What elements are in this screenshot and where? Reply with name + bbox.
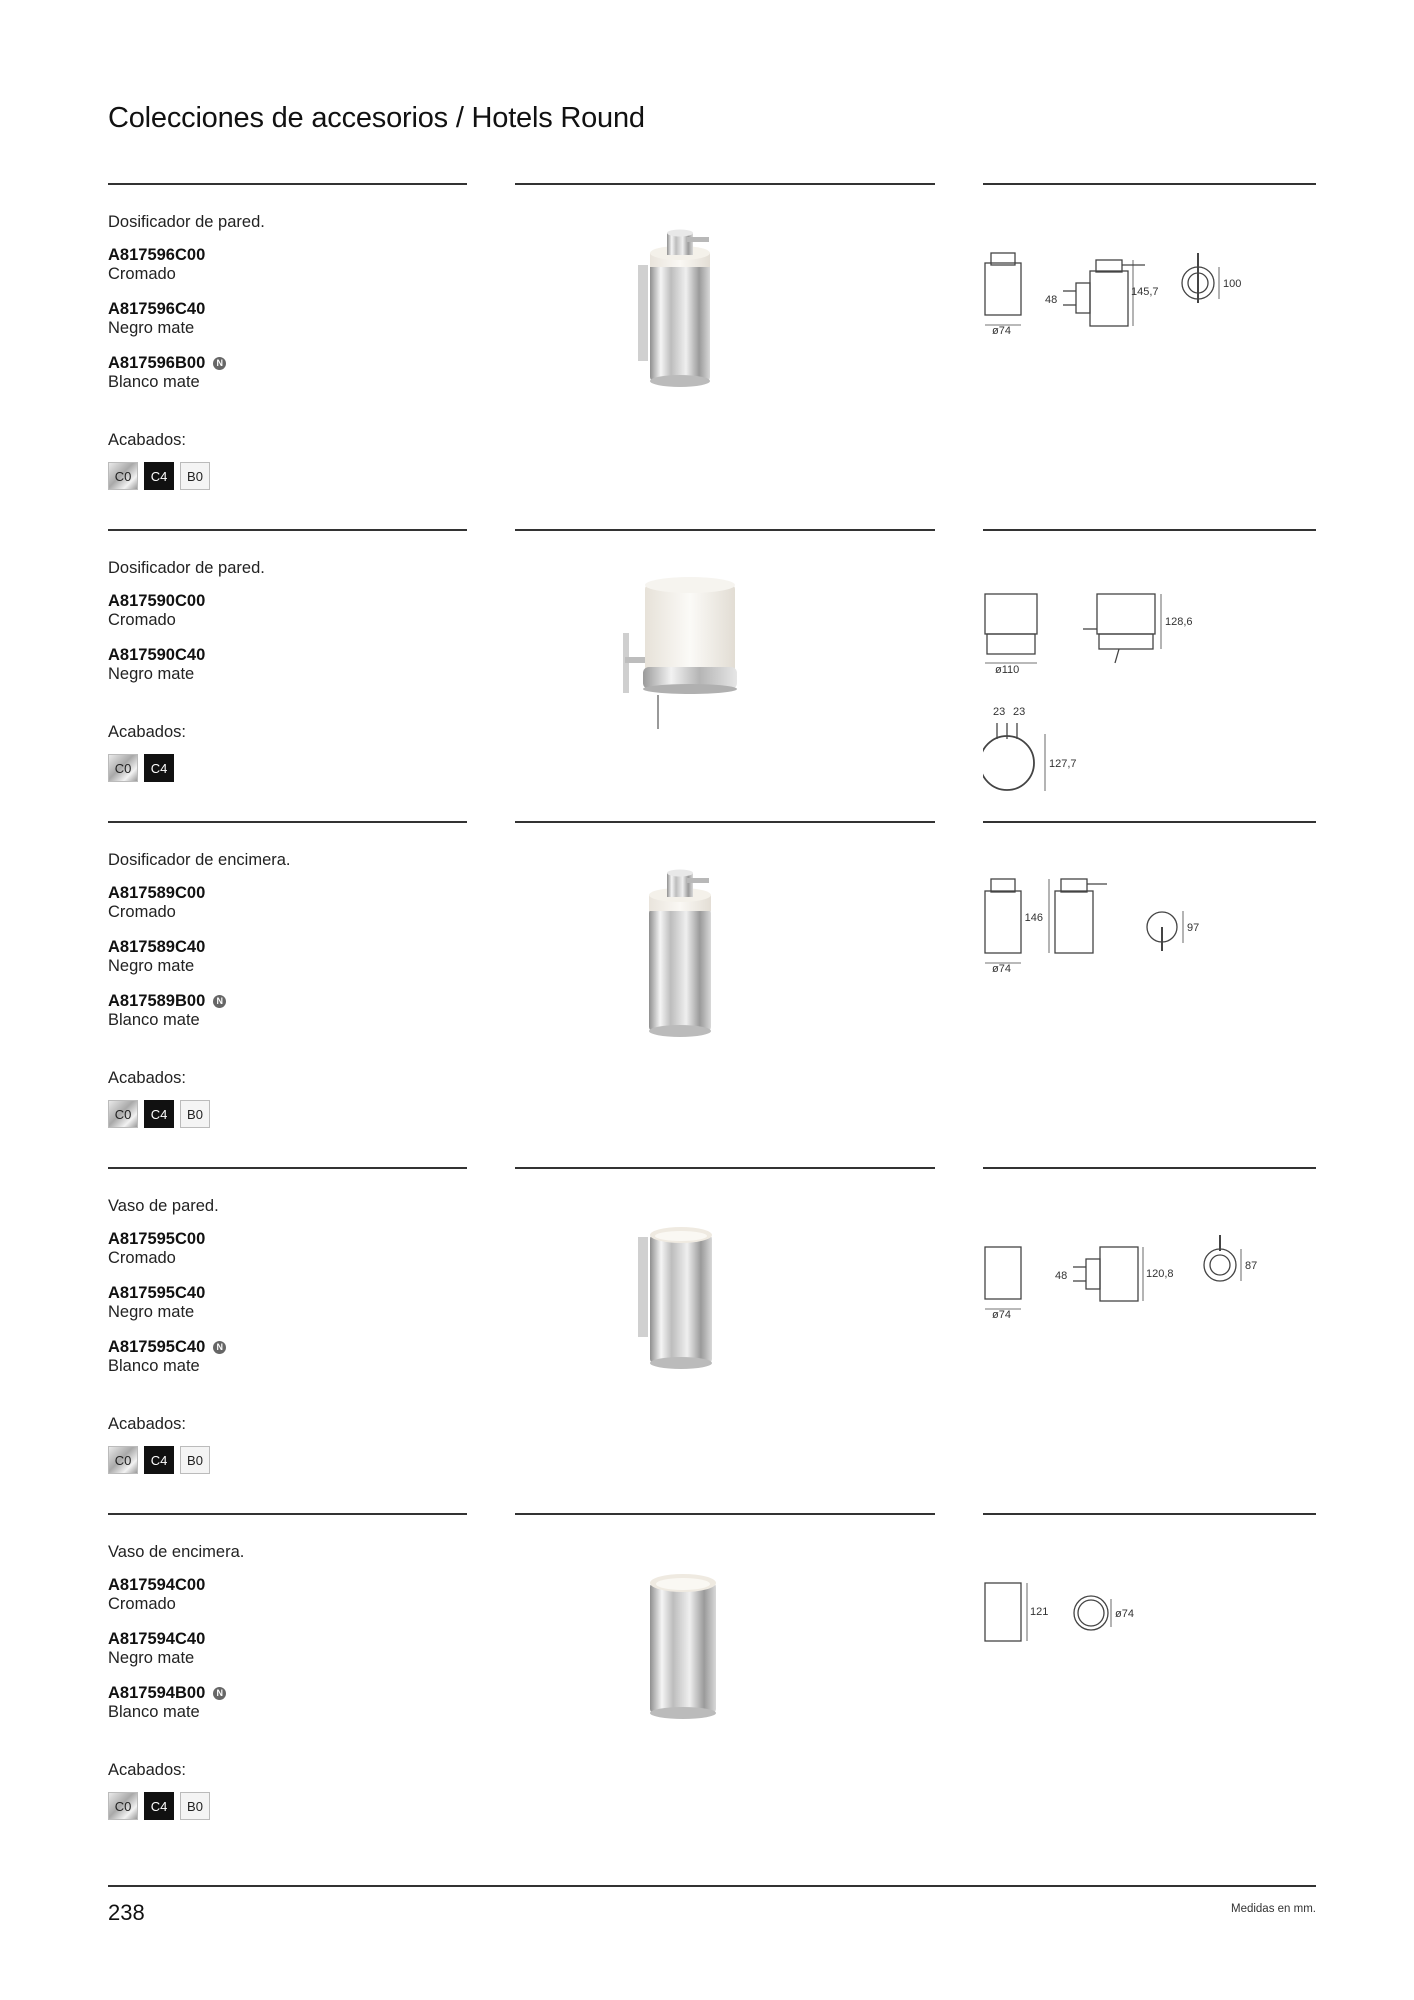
dim-label: ø74: [1115, 1608, 1134, 1620]
finish-name: Blanco mate: [108, 1703, 200, 1721]
black-swatch: C4: [144, 462, 174, 490]
technical-drawing: [983, 559, 1316, 809]
divider: [108, 1513, 467, 1515]
finish-name: Negro mate: [108, 957, 195, 975]
product-description: Dosificador de encimera.: [108, 851, 291, 869]
finish-name: Blanco mate: [108, 1357, 200, 1375]
divider: [515, 1167, 935, 1169]
finishes-label: Acabados:: [108, 1761, 186, 1779]
technical-drawing: [983, 213, 1316, 463]
code-text: A817589C40: [108, 937, 206, 956]
product-code: [108, 991, 448, 1011]
white-swatch: B0: [180, 1100, 210, 1128]
finish-name: Negro mate: [108, 1649, 195, 1667]
divider: [515, 821, 935, 823]
dim-label: 23: [1013, 706, 1026, 718]
code-text: A817595C40: [108, 1337, 206, 1356]
dim-label: 120,8: [1146, 1268, 1174, 1280]
footer-divider: [108, 1885, 1316, 1887]
code-text: A817596C00: [108, 245, 206, 264]
divider: [515, 529, 935, 531]
code-text: A817595C40: [108, 1283, 206, 1302]
dim-label: 145,7: [1131, 286, 1159, 298]
dim-label: 87: [1245, 1260, 1258, 1272]
product-photo: [515, 213, 935, 493]
product-section-3: [0, 821, 1414, 1167]
finish-name: Cromado: [108, 1249, 176, 1267]
black-swatch: C4: [144, 1446, 174, 1474]
finishes-label: Acabados:: [108, 431, 186, 449]
finish-name: Cromado: [108, 1595, 176, 1613]
finish-name: Blanco mate: [108, 373, 200, 391]
product-section-1: [0, 183, 1414, 529]
product-code: [108, 1283, 448, 1303]
finish-name: Cromado: [108, 265, 176, 283]
technical-drawing: [983, 1543, 1316, 1793]
product-description: Dosificador de pared.: [108, 559, 265, 577]
divider: [983, 183, 1316, 185]
divider: [108, 821, 467, 823]
chrome-swatch: C0: [108, 754, 138, 782]
product-section-5: [0, 1513, 1414, 1859]
code-text: A817594C00: [108, 1575, 206, 1594]
black-swatch: C4: [144, 1792, 174, 1820]
new-badge-icon: N: [213, 1341, 226, 1354]
dim-label: 48: [1055, 1270, 1068, 1282]
finish-swatches: [108, 1100, 210, 1128]
chrome-swatch: C0: [108, 1446, 138, 1474]
product-section-4: [0, 1167, 1414, 1513]
product-description: Vaso de encimera.: [108, 1543, 245, 1561]
finish-name: Negro mate: [108, 1303, 195, 1321]
units-note: Medidas en mm.: [1230, 1903, 1316, 1915]
dim-label: 23: [993, 706, 1006, 718]
divider: [983, 1513, 1316, 1515]
divider: [983, 821, 1316, 823]
divider: [108, 183, 467, 185]
divider: [108, 1167, 467, 1169]
product-info: [108, 559, 448, 699]
product-code: [108, 1575, 448, 1595]
dim-label: 48: [1045, 294, 1058, 306]
product-description: Dosificador de pared.: [108, 213, 265, 231]
product-info: [108, 1543, 448, 1737]
product-code: [108, 353, 448, 373]
code-text: A817589B00: [108, 991, 206, 1010]
finish-swatches: [108, 1446, 210, 1474]
dim-label: ø110: [995, 664, 1020, 676]
finishes-label: Acabados:: [108, 723, 186, 741]
code-text: A817594B00: [108, 1683, 206, 1702]
divider: [515, 1513, 935, 1515]
finish-name: Negro mate: [108, 319, 195, 337]
dim-label: ø74: [992, 325, 1011, 337]
product-info: [108, 851, 448, 1045]
finish-name: Cromado: [108, 611, 176, 629]
product-info: [108, 1197, 448, 1391]
product-info: [108, 213, 448, 407]
dim-label: 121: [1030, 1606, 1049, 1618]
product-code: [108, 299, 448, 319]
product-code: [108, 883, 448, 903]
code-text: A817590C00: [108, 591, 206, 610]
new-badge-icon: N: [213, 995, 226, 1008]
product-code: [108, 1337, 448, 1357]
dim-label: ø74: [992, 963, 1011, 975]
product-code: [108, 1629, 448, 1649]
finish-name: Negro mate: [108, 665, 195, 683]
product-code: [108, 1683, 448, 1703]
divider: [983, 529, 1316, 531]
product-code: [108, 937, 448, 957]
product-code: [108, 245, 448, 265]
white-swatch: B0: [180, 462, 210, 490]
divider: [108, 529, 467, 531]
product-photo: [515, 1543, 935, 1823]
chrome-swatch: C0: [108, 1792, 138, 1820]
divider: [515, 183, 935, 185]
dim-label: 100: [1223, 278, 1242, 290]
chrome-swatch: C0: [108, 1100, 138, 1128]
chrome-swatch: C0: [108, 462, 138, 490]
finishes-label: Acabados:: [108, 1069, 186, 1087]
page-number: 238: [108, 1900, 145, 1925]
code-text: A817590C40: [108, 645, 206, 664]
product-photo: [515, 851, 935, 1131]
product-photo: [515, 1197, 935, 1477]
code-text: A817589C00: [108, 883, 206, 902]
finish-name: Blanco mate: [108, 1011, 200, 1029]
finish-swatches: [108, 1792, 210, 1820]
technical-drawing: [983, 851, 1316, 1101]
new-badge-icon: N: [213, 357, 226, 370]
product-description: Vaso de pared.: [108, 1197, 219, 1215]
code-text: A817596C40: [108, 299, 206, 318]
finishes-label: Acabados:: [108, 1415, 186, 1433]
dim-label: 97: [1187, 922, 1200, 934]
dim-label: 146: [1024, 912, 1043, 924]
code-text: A817595C00: [108, 1229, 206, 1248]
code-text: A817594C40: [108, 1629, 206, 1648]
finish-swatches: [108, 754, 174, 782]
product-code: [108, 645, 448, 665]
technical-drawing: [983, 1197, 1316, 1447]
product-code: [108, 1229, 448, 1249]
white-swatch: B0: [180, 1792, 210, 1820]
product-code: [108, 591, 448, 611]
white-swatch: B0: [180, 1446, 210, 1474]
black-swatch: C4: [144, 1100, 174, 1128]
dim-label: ø74: [992, 1309, 1011, 1321]
finish-swatches: [108, 462, 210, 490]
page-title: Colecciones de accesorios / Hotels Round: [108, 102, 645, 134]
product-photo: [515, 559, 935, 839]
code-text: A817596B00: [108, 353, 206, 372]
divider: [983, 1167, 1316, 1169]
finish-name: Cromado: [108, 903, 176, 921]
new-badge-icon: N: [213, 1687, 226, 1700]
dim-label: 128,6: [1165, 616, 1193, 628]
dim-label: 127,7: [1049, 758, 1077, 770]
black-swatch: C4: [144, 754, 174, 782]
